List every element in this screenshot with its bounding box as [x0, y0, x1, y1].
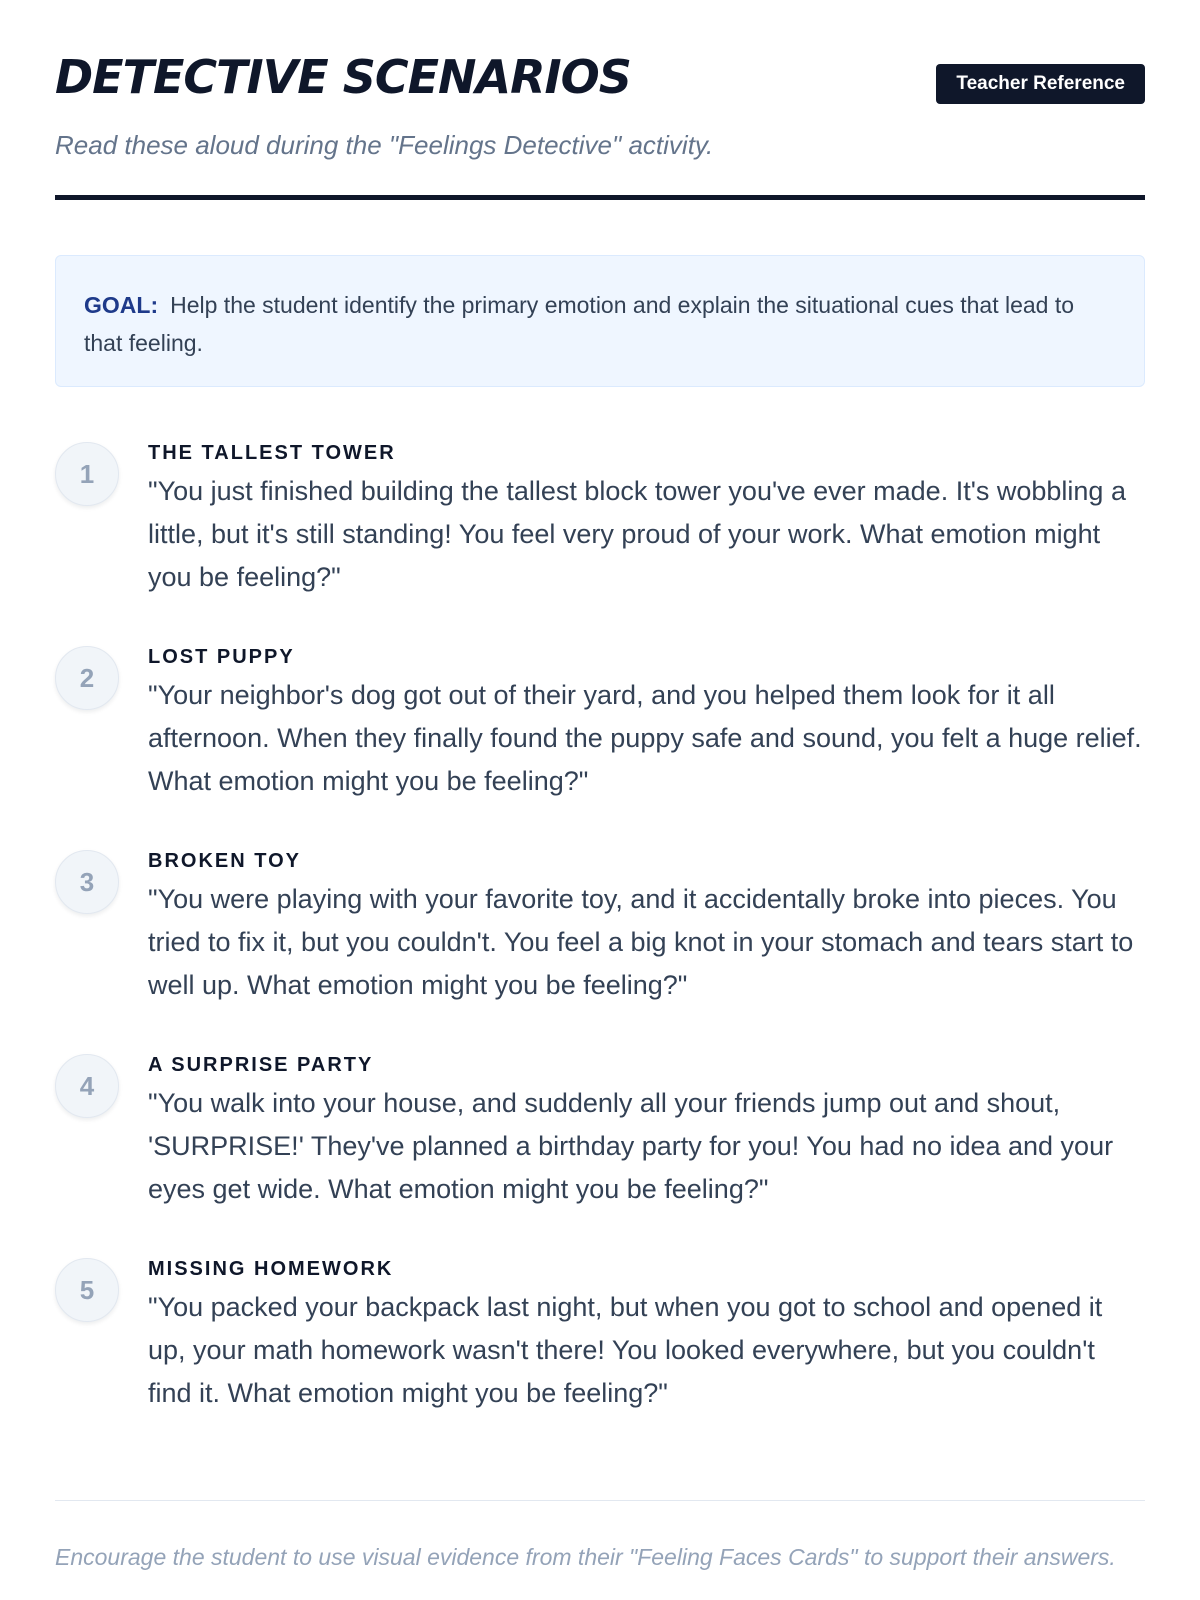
scenario-number-badge: 5	[55, 1258, 119, 1322]
scenario-item	[55, 442, 1145, 646]
scenario-title: BROKEN TOY	[148, 850, 301, 872]
scenario-title: MISSING HOMEWORK	[148, 1258, 394, 1280]
page-footer	[55, 1500, 1145, 1574]
scenario-item	[55, 646, 1145, 850]
scenario-number-badge: 3	[55, 850, 119, 914]
scenario-item	[55, 850, 1145, 1054]
scenario-body	[148, 1258, 1145, 1415]
scenario-body	[148, 442, 1145, 599]
scenario-text: "You were playing with your favorite toy, and it accidentally broke into pieces. You tried to fix it, but you couldn't. You feel a big knot in your stomach and tears start to well up. What emotion might you be feeling?"	[148, 884, 1134, 1000]
page-title: DETECTIVE SCENARIOS	[55, 50, 631, 104]
goal-label: GOAL:	[84, 292, 159, 318]
scenario-title: A SURPRISE PARTY	[148, 1054, 374, 1076]
scenario-body	[148, 646, 1145, 803]
scenario-title: LOST PUPPY	[148, 646, 295, 668]
teacher-reference-badge: Teacher Reference	[936, 64, 1145, 104]
scenario-body	[148, 1054, 1145, 1211]
scenario-item	[55, 1258, 1145, 1462]
page-header	[55, 0, 1145, 200]
scenario-body	[148, 850, 1145, 1007]
scenario-title: THE TALLEST TOWER	[148, 442, 396, 464]
goal-text: Help the student identify the primary emotion and explain the situational cues that lead to that feeling.	[84, 292, 1075, 356]
page-subtitle: Read these aloud during the "Feelings Detective" activity.	[55, 130, 714, 160]
scenario-number-badge: 1	[55, 442, 119, 506]
scenario-number-badge: 4	[55, 1054, 119, 1118]
scenario-text: "You just finished building the tallest block tower you've ever made. It's wobbling a little, but it's still standing! You feel very proud of your work. What emotion might you be feeling?"	[148, 476, 1126, 592]
goal-callout	[55, 255, 1145, 387]
scenario-item	[55, 1054, 1145, 1258]
scenario-text: "You walk into your house, and suddenly all your friends jump out and shout, 'SURPRISE!' They've planned a birthday party for you! You had no idea and your eyes get wide. What emotion might you be feeling?"	[148, 1088, 1114, 1204]
scenario-list	[55, 442, 1145, 1462]
scenario-number-badge: 2	[55, 646, 119, 710]
footer-note: Encourage the student to use visual evidence from their "Feeling Faces Cards" to support their answers.	[55, 1544, 1116, 1570]
scenario-text: "Your neighbor's dog got out of their yard, and you helped them look for it all afternoon. When they finally found the puppy safe and sound, you felt a huge relief. What emotion might you be feeling?"	[148, 680, 1142, 796]
scenario-text: "You packed your backpack last night, but when you got to school and opened it up, your math homework wasn't there! You looked everywhere, but you couldn't find it. What emotion might you be feeling?"	[148, 1292, 1103, 1408]
